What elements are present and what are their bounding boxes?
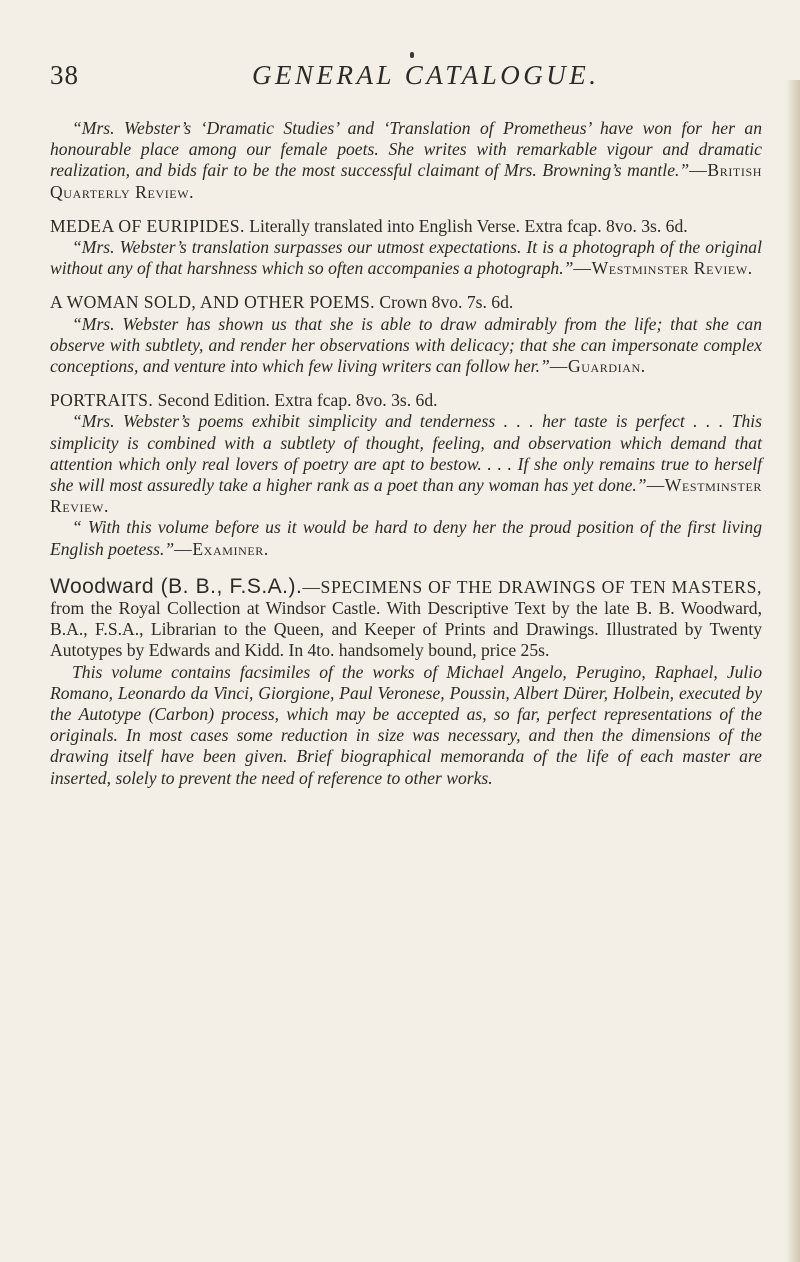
page-body — [50, 118, 762, 789]
running-title: GENERAL CATALOGUE. — [252, 60, 600, 90]
catalogue-entry-woman-sold — [50, 292, 762, 377]
note-text: This volume contains facsimiles of the works of Michael Angelo, Perugino, Raphael, Julio Romano, Leonardo da Vinci, Giorgione, Paul Veronese, Poussin, Albert Dürer, Holbein, executed by the Autotype (Carbon) process, which may be accepted as, so far, perfect representations of the originals. In most cases some reduction in size was necessary, and then the dimensions of the drawing itself have been given. Brief biographical memoranda of the life of each master are inserted, solely to prevent the need of reference to other works. — [50, 661, 762, 788]
entry-title: —SPECIMENS OF THE DRAWINGS OF TEN MASTERS, — [302, 576, 763, 597]
quote-text: “Mrs. Webster’s poems exhibit simplicity and tenderness . . . her taste is perfect . . . This simplicity is combined with a subtlety of thought, feeling, and observation which demand that attention which only real lovers of poetry are apt to bestow. . . . If she only remains true to herself she will most assuredly take a higher rank as a poet than any woman has yet done.” — [50, 411, 762, 496]
page-edge-shadow — [786, 80, 800, 1262]
entry-details: Crown 8vo. 7s. 6d. — [379, 292, 514, 313]
author-name: Woodward (B. B., F.S.A.). — [50, 574, 303, 598]
quote-text: “Mrs. Webster’s translation surpasses our utmost expectations. It is a photograph of the original without any of that harshness which so often accompanies a photograph.” — [50, 237, 762, 279]
review-quote — [50, 411, 762, 517]
catalogue-entry-woodward — [50, 576, 762, 789]
entry-heading — [50, 216, 762, 237]
ink-speck — [410, 52, 414, 58]
entry-title: MEDEA OF EURIPIDES. — [50, 215, 245, 236]
quote-source: —Westminster Review. — [573, 258, 753, 279]
catalogue-entry-portraits — [50, 390, 762, 560]
quote-source: —Westminster Review. — [50, 475, 762, 517]
review-quote — [50, 517, 762, 559]
review-quote — [50, 237, 762, 279]
entry-title: PORTRAITS. — [50, 390, 154, 411]
entry-heading — [50, 292, 762, 313]
quote-source: —British Quarterly Review. — [50, 160, 762, 202]
quote-source: —Examiner. — [174, 538, 269, 559]
quote-text: “ With this volume before us it would be hard to deny her the proud position of the first living English poetess.” — [50, 517, 762, 559]
entry-title: A WOMAN SOLD, AND OTHER POEMS. — [50, 292, 375, 313]
entry-heading — [50, 576, 762, 662]
entry-heading — [50, 390, 762, 411]
catalogue-entry-medea — [50, 216, 762, 280]
entry-details: from the Royal Collection at Windsor Castle. With Descriptive Text by the late B. B. Woodward, B.A., F.S.A., Librarian to the Queen, and Keeper of Prints and Drawings. Illustrated by Twenty Autotypes by Edwards and Kidd. In 4to. handsomely bound, price 25s. — [50, 598, 762, 661]
page-number: 38 — [50, 60, 79, 90]
review-quote — [50, 314, 762, 378]
page-header — [0, 60, 800, 110]
quote-text: “Mrs. Webster has shown us that she is able to draw admirably from the life; that she can observe with subtlety, and render her observations with delicacy; that she can impersonate complex conceptions, and venture into which few living writers can follow her.” — [50, 313, 762, 377]
intro-review-quote — [50, 118, 762, 203]
quote-text: “Mrs. Webster’s ‘Dramatic Studies’ and ‘Translation of Prometheus’ have won for her an honourable place among our female poets. She writes with remarkable vigour and dramatic realization, and bids fair to be the most successful claimant of Mrs. Browning’s mantle.” — [50, 118, 762, 181]
entry-details: Second Edition. Extra fcap. 8vo. 3s. 6d. — [157, 390, 438, 411]
entry-details: Literally translated into English Verse. Extra fcap. 8vo. 3s. 6d. — [249, 215, 688, 236]
quote-source: —Guardian. — [549, 356, 646, 377]
entry-note — [50, 662, 762, 789]
